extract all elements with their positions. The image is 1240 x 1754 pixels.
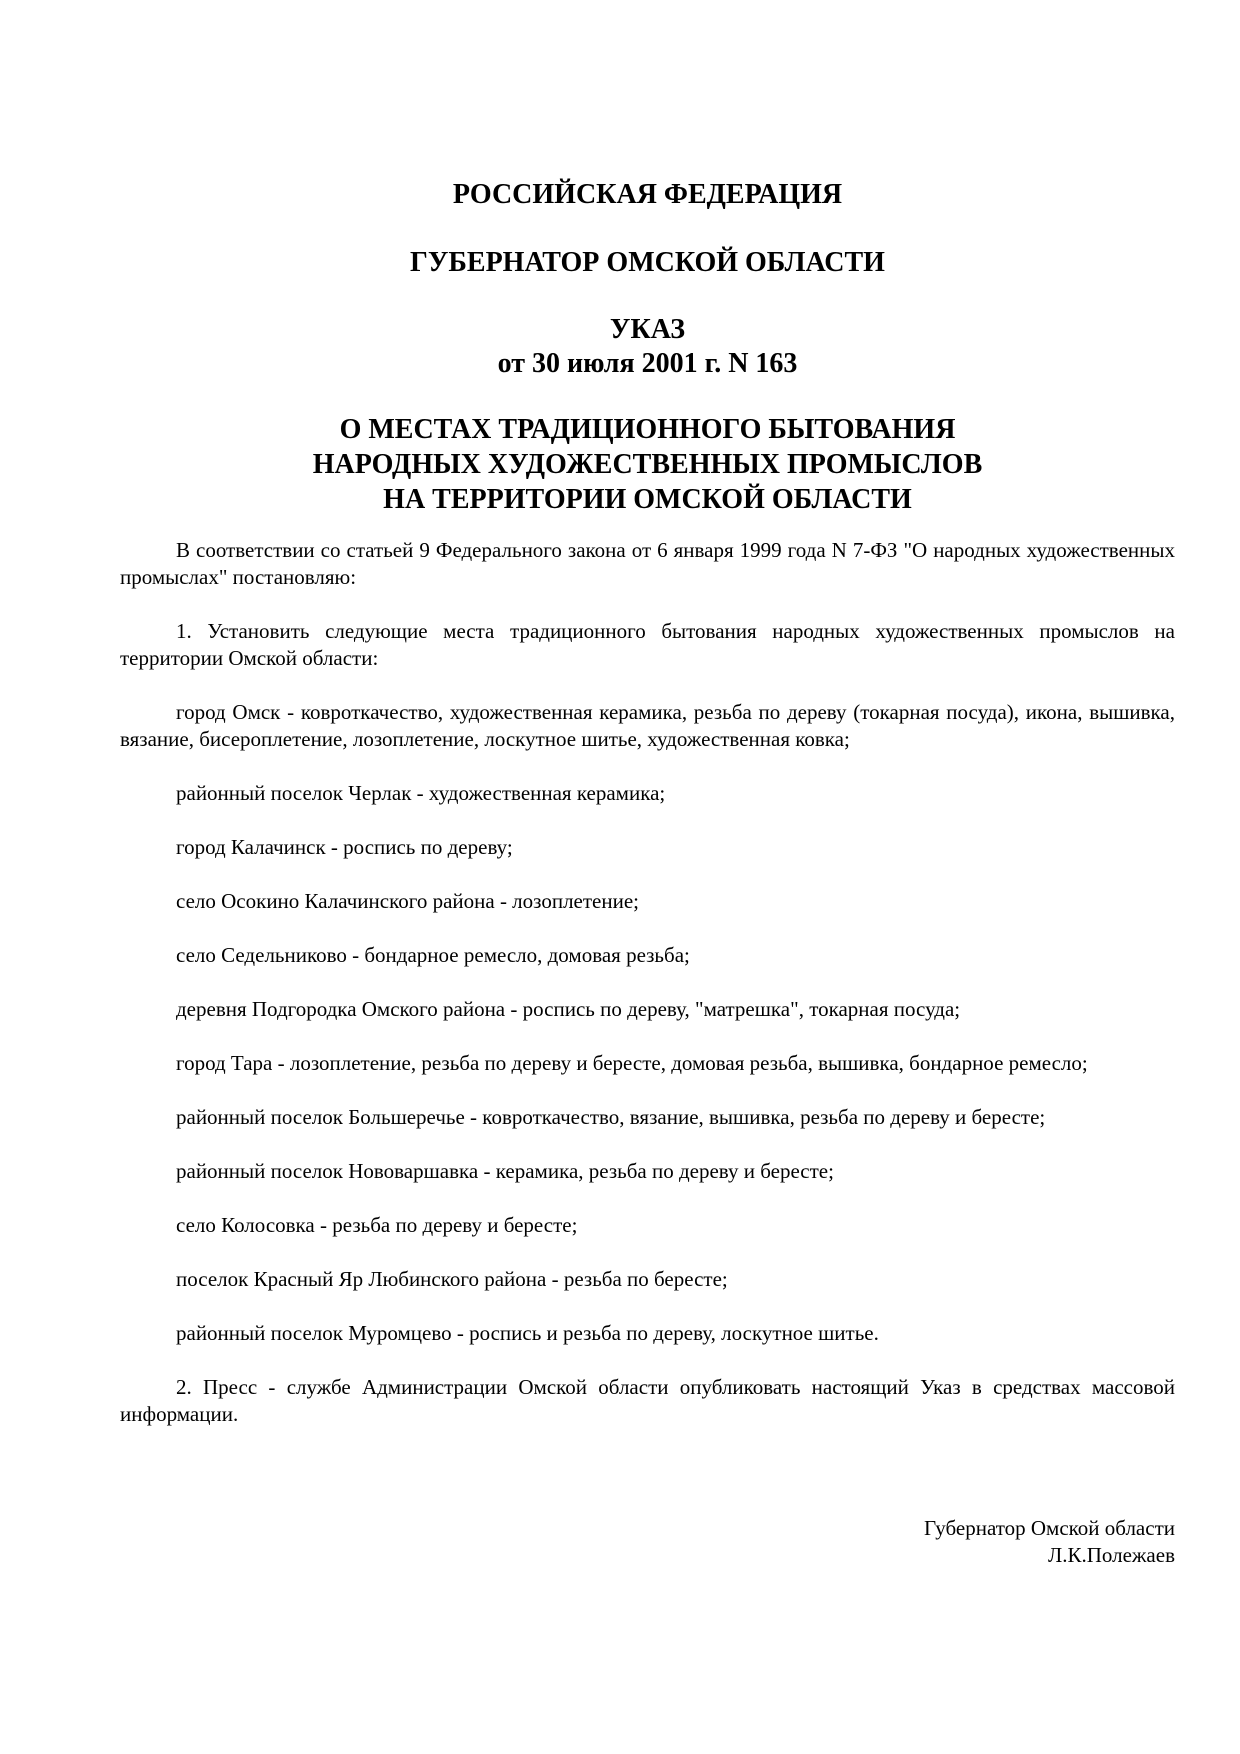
place-paragraph: село Осокино Калачинского района - лозоплетение; [176,889,640,913]
place-paragraph: село Седельниково - бондарное ремесло, домовая резьба; [176,943,690,967]
signature-block [675,1515,1175,1569]
place-paragraph: районный поселок Муромцево - роспись и резьба по дереву, лоскутное шитье. [176,1321,879,1345]
item-1-paragraph: 1. Установить следующие места традиционного бытования народных художественных промыслов на территории Омской области: [120,619,1175,670]
place-paragraph: районный поселок Черлак - художественная керамика; [176,781,666,805]
subject-line: НАРОДНЫХ ХУДОЖЕСТВЕННЫХ ПРОМЫСЛОВ [312,449,983,480]
subject-line: О МЕСТАХ ТРАДИЦИОННОГО БЫТОВАНИЯ [339,414,956,445]
place-paragraph: деревня Подгородка Омского района - роспись по дереву, "матрешка", токарная посуда; [176,997,961,1021]
document-subject [120,412,1175,517]
document-type-heading: УКАЗ [609,314,686,345]
place-paragraph: город Тара - лозоплетение, резьба по дереву и бересте, домовая резьба, вышивка, бондарное ремесло; [176,1051,1088,1075]
place-paragraph: село Колосовка - резьба по дереву и бересте; [176,1213,578,1237]
document-date-number: от 30 июля 2001 г. N 163 [497,348,798,379]
place-paragraph: город Омск - ковроткачество, художественная керамика, резьба по дереву (токарная посуда), икона, вышивка, вязание, бисероплетение, лозоплетение, лоскутное шитье, художественная ковка; [120,700,1175,751]
place-paragraph: город Калачинск - роспись по дереву; [176,835,513,859]
place-paragraph: районный поселок Нововаршавка - керамика, резьба по дереву и бересте; [176,1159,834,1183]
item-2-paragraph: 2. Пресс - службе Администрации Омской области опубликовать настоящий Указ в средствах массовой информации. [120,1375,1175,1426]
place-paragraph: поселок Красный Яр Любинского района - резьба по бересте; [176,1267,728,1291]
subject-line: НА ТЕРРИТОРИИ ОМСКОЙ ОБЛАСТИ [383,484,912,515]
authority-heading: ГУБЕРНАТОР ОМСКОЙ ОБЛАСТИ [410,247,885,278]
country-heading: РОССИЙСКАЯ ФЕДЕРАЦИЯ [452,179,843,210]
place-paragraph: районный поселок Большеречье - ковроткачество, вязание, вышивка, резьба по дереву и бересте; [176,1105,1046,1129]
document-body [120,537,1175,1455]
signatory-title: Губернатор Омской области [923,1516,1175,1540]
signatory-name: Л.К.Полежаев [1047,1543,1175,1567]
preamble-paragraph: В соответствии со статьей 9 Федерального закона от 6 января 1999 года N 7-ФЗ "О народных художественных промыслах" постановляю: [120,538,1175,589]
